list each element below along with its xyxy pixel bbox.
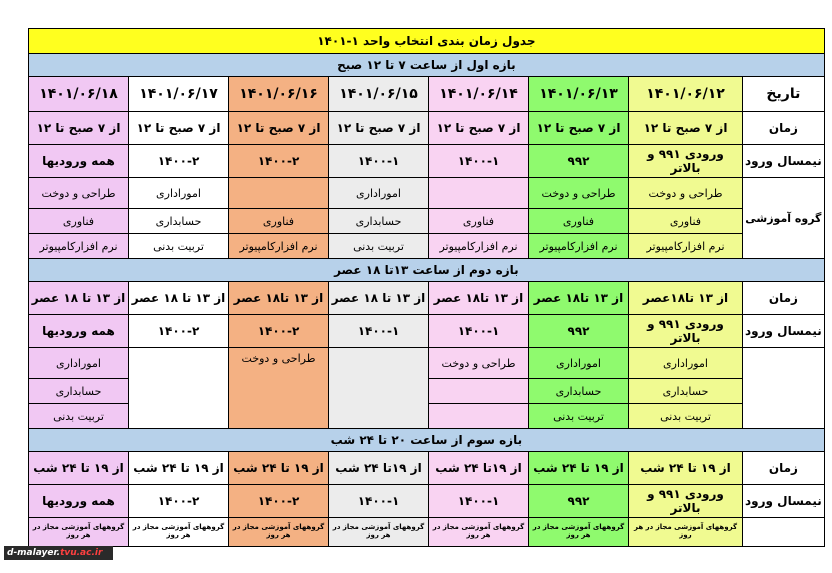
semester-row-afternoon [29,315,825,348]
group-cell [329,348,429,429]
date-cell: ۱۴۰۱/۰۶/۱۴ [429,77,529,112]
semester-cell: ۱۴۰۰-۱ [329,145,429,178]
row-label-time: زمان [743,282,825,315]
group-cell: تربیت بدنی [129,234,229,259]
semester-cell: ورودی ۹۹۱ و بالاتر [629,315,743,348]
semester-cell: ۱۴۰۰-۱ [429,145,529,178]
semester-cell: ۹۹۲ [529,315,629,348]
group-cell: حسابداری [129,209,229,234]
group-cell [429,379,529,404]
time-cell: از ۷ صبح تا ۱۲ [629,112,743,145]
semester-cell: ۱۴۰۰-۲ [129,485,229,518]
group-cell: فناوری [229,209,329,234]
group-cell: نرم افزارکامپیوتر [429,234,529,259]
semester-cell: ۱۴۰۰-۱ [329,315,429,348]
group-cell: حسابداری [329,209,429,234]
note-cell: گروههای آموزشی مجاز در هر روز [629,518,743,547]
schedule-sheet [28,28,825,547]
time-cell: از ۷ صبح تا ۱۲ [329,112,429,145]
group-row-morning-2 [29,209,825,234]
time-cell: از ۷ صبح تا ۱۲ [229,112,329,145]
group-cell: فناوری [529,209,629,234]
band-afternoon: بازه دوم از ساعت ۱۳تا ۱۸ عصر [29,259,825,282]
time-cell: از ۷ صبح تا ۱۲ [29,112,129,145]
time-cell: از ۷ صبح تا ۱۲ [529,112,629,145]
group-cell: طراحی و دوخت [529,178,629,209]
date-cell: ۱۴۰۱/۰۶/۱۸ [29,77,129,112]
group-cell: اموراداری [29,348,129,379]
semester-cell: ورودی ۹۹۱ و بالاتر [629,485,743,518]
time-cell: از ۱۳ تا۱۸ عصر [529,282,629,315]
time-cell: از ۷ صبح تا ۱۲ [129,112,229,145]
semester-cell: ۹۹۲ [529,485,629,518]
group-cell: فناوری [629,209,743,234]
time-row-afternoon [29,282,825,315]
note-cell: گروههای آموزشی مجاز در هر روز [529,518,629,547]
note-row [29,518,825,547]
time-cell: از ۷ صبح تا ۱۲ [429,112,529,145]
group-cell: نرم افزارکامپیوتر [29,234,129,259]
row-label-semester: نیمسال ورود [743,315,825,348]
group-cell: اموراداری [129,178,229,209]
date-cell: ۱۴۰۱/۰۶/۱۶ [229,77,329,112]
group-cell: تربیت بدنی [529,404,629,429]
row-label-blank [743,518,825,547]
semester-cell: ۱۴۰۰-۲ [229,145,329,178]
group-cell: اموراداری [329,178,429,209]
group-cell: طراحی و دوخت [29,178,129,209]
time-cell: از ۱۹ تا ۲۴ شب [29,452,129,485]
group-cell: نرم افزارکامپیوتر [229,234,329,259]
group-cell: اموراداری [529,348,629,379]
semester-row-night [29,485,825,518]
row-label-semester: نیمسال ورود [743,145,825,178]
group-cell: اموراداری [629,348,743,379]
time-cell: از ۱۳ تا ۱۸ عصر [129,282,229,315]
table-title: جدول زمان بندی انتخاب واحد ۱-۱۴۰۱ [29,29,825,54]
date-cell: ۱۴۰۱/۰۶/۱۳ [529,77,629,112]
semester-cell: همه ورودیها [29,145,129,178]
group-cell: طراحی و دوخت [629,178,743,209]
watermark-part-1: d-malayer. [7,548,61,558]
row-label-group-blank [743,348,825,429]
date-cell: ۱۴۰۱/۰۶/۱۵ [329,77,429,112]
semester-cell: ۱۴۰۰-۲ [129,145,229,178]
semester-cell: همه ورودیها [29,315,129,348]
note-cell: گروههای آموزشی مجاز در هر روز [229,518,329,547]
semester-cell: ۱۴۰۰-۲ [229,315,329,348]
group-cell [229,178,329,209]
time-row-night [29,452,825,485]
time-cell: از ۱۳ تا۱۸ عصر [429,282,529,315]
note-cell: گروههای آموزشی مجاز در هر روز [429,518,529,547]
group-cell: نرم افزارکامپیوتر [529,234,629,259]
site-watermark [4,546,113,560]
group-cell [429,178,529,209]
group-cell: فناوری [429,209,529,234]
semester-row-morning [29,145,825,178]
note-cell: گروههای آموزشی مجاز در هر روز [29,518,129,547]
time-row-morning [29,112,825,145]
group-row-afternoon-1 [29,348,825,379]
time-cell: از ۱۹ تا ۲۴ شب [229,452,329,485]
semester-cell: ۱۴۰۰-۱ [429,315,529,348]
time-cell: از ۱۳ تا ۱۸ عصر [329,282,429,315]
time-cell: از ۱۳ تا۱۸ عصر [229,282,329,315]
time-cell: از ۱۹ تا ۲۴ شب [129,452,229,485]
group-cell: حسابداری [529,379,629,404]
semester-cell: ۱۴۰۰-۲ [129,315,229,348]
group-row-morning-3 [29,234,825,259]
row-label-group: گروه آموزشی [743,178,825,259]
semester-cell: ورودی ۹۹۱ و بالاتر [629,145,743,178]
date-row [29,77,825,112]
band-morning: بازه اول از ساعت ۷ تا ۱۲ صبح [29,54,825,77]
group-cell [129,348,229,429]
semester-cell: ۱۴۰۰-۲ [229,485,329,518]
semester-cell: همه ورودیها [29,485,129,518]
time-cell: از ۱۹تا ۲۴ شب [429,452,529,485]
date-cell: ۱۴۰۱/۰۶/۱۷ [129,77,229,112]
time-cell: از ۱۹ تا ۲۴ شب [629,452,743,485]
note-cell: گروههای آموزشی مجاز در هر روز [129,518,229,547]
time-cell: از ۱۹تا ۲۴ شب [329,452,429,485]
row-label-semester: نیمسال ورود [743,485,825,518]
semester-cell: ۱۴۰۰-۱ [429,485,529,518]
group-cell: تربیت بدنی [329,234,429,259]
group-cell: تربیت بدنی [29,404,129,429]
group-cell: حسابداری [629,379,743,404]
group-row-morning-1 [29,178,825,209]
group-cell: فناوری [29,209,129,234]
row-label-date: تاریخ [743,77,825,112]
group-cell: نرم افزارکامپیوتر [629,234,743,259]
group-cell: تربیت بدنی [629,404,743,429]
date-cell: ۱۴۰۱/۰۶/۱۲ [629,77,743,112]
schedule-table [28,28,825,547]
note-cell: گروههای آموزشی مجاز در هر روز [329,518,429,547]
time-cell: از ۱۳ تا۱۸عصر [629,282,743,315]
row-label-time: زمان [743,112,825,145]
group-cell [429,404,529,429]
time-cell: از ۱۹ تا ۲۴ شب [529,452,629,485]
time-cell: از ۱۳ تا ۱۸ عصر [29,282,129,315]
semester-cell: ۱۴۰۰-۱ [329,485,429,518]
group-cell: طراحی و دوخت [429,348,529,379]
band-night: بازه سوم از ساعت ۲۰ تا ۲۴ شب [29,429,825,452]
group-cell: طراحی و دوخت [229,348,329,429]
group-cell: حسابداری [29,379,129,404]
watermark-part-2: tvu.ac.ir [60,548,103,558]
row-label-time: زمان [743,452,825,485]
semester-cell: ۹۹۲ [529,145,629,178]
